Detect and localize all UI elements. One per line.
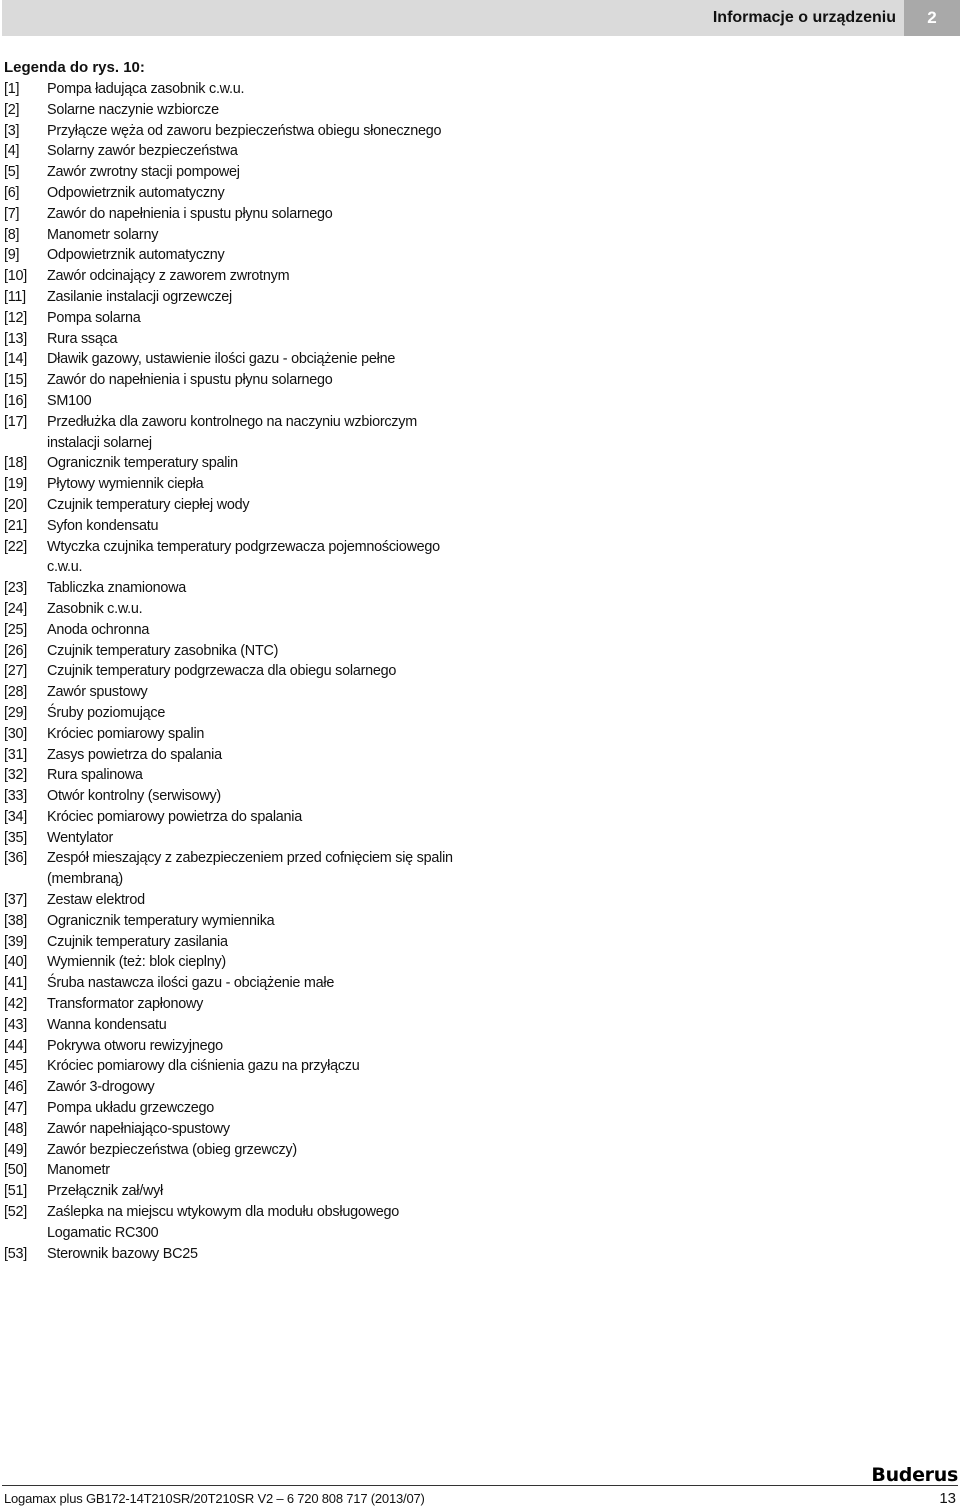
legend-item-text: Pompa układu grzewczego <box>47 1100 215 1117</box>
legend-item <box>4 1036 524 1057</box>
legend-item-number: [14] <box>4 351 28 368</box>
legend-item-number: [42] <box>4 996 28 1013</box>
legend-item-number: [2] <box>4 101 20 118</box>
legend-item <box>4 599 524 620</box>
legend-item-number: [21] <box>4 517 28 534</box>
legend-item <box>4 641 524 662</box>
legend-item-text: Czujnik temperatury zasilania <box>47 933 228 950</box>
legend-item <box>4 1077 524 1098</box>
legend-item-text: Zasobnik c.w.u. <box>47 600 143 617</box>
legend-item-number: [45] <box>4 1058 28 1075</box>
legend-item <box>4 183 524 204</box>
page-number: 13 <box>939 1490 956 1507</box>
legend-item <box>4 329 524 350</box>
legend-item-text: Rura ssąca <box>47 330 118 347</box>
legend-item <box>4 162 524 183</box>
legend-item-text: Zawór spustowy <box>47 684 148 701</box>
legend-item <box>4 745 524 766</box>
legend-item-number: [13] <box>4 330 28 347</box>
legend-item <box>4 266 524 287</box>
legend-item <box>4 204 524 225</box>
legend-item-text: Pokrywa otworu rewizyjnego <box>47 1037 223 1054</box>
legend-item-number: [40] <box>4 954 28 971</box>
legend-item-number: [31] <box>4 746 28 763</box>
legend-item-number: [27] <box>4 663 28 680</box>
legend-item-number: [1] <box>4 81 20 97</box>
legend-item <box>4 79 524 100</box>
legend-item <box>4 141 524 162</box>
legend-item-number: [52] <box>4 1204 28 1221</box>
legend-item <box>4 1202 524 1244</box>
legend-item-text: Odpowietrznik automatyczny <box>47 184 225 201</box>
legend-item <box>4 1181 524 1202</box>
chapter-number-badge: 2 <box>904 0 960 36</box>
legend-item-text: Zawór do napełnienia i spustu płynu solarnego <box>47 205 333 222</box>
legend-item <box>4 349 524 370</box>
legend-item-text: Króciec pomiarowy powietrza do spalania <box>47 808 303 825</box>
document-info: Logamax plus GB172-14T210SR/20T210SR V2 – 6 720 808 717 (2013/07) <box>4 1491 425 1506</box>
legend-item-number: [7] <box>4 205 20 222</box>
legend-item-text: Króciec pomiarowy dla ciśnienia gazu na przyłączu <box>47 1058 360 1075</box>
legend-item <box>4 620 524 641</box>
legend-item-text: Zawór 3-drogowy <box>47 1079 155 1096</box>
legend-item-number: [48] <box>4 1120 28 1137</box>
legend-item <box>4 453 524 474</box>
legend-item <box>4 100 524 121</box>
legend-item-text: Manometr solarny <box>47 226 159 243</box>
legend-item-number: [51] <box>4 1183 28 1200</box>
legend-item <box>4 724 524 745</box>
legend-item-number: [28] <box>4 684 28 701</box>
legend-item <box>4 516 524 537</box>
legend-item-number: [24] <box>4 600 28 617</box>
legend-item <box>4 370 524 391</box>
legend-item-number: [5] <box>4 164 20 181</box>
legend-item-text: Zawór odcinający z zaworem zwrotnym <box>47 268 290 285</box>
legend-item-text: Solarne naczynie wzbiorcze <box>47 101 219 118</box>
legend-item-number: [3] <box>4 122 20 139</box>
legend-item-text: Transformator zapłonowy <box>47 996 204 1013</box>
legend-item-number: [17] <box>4 413 28 430</box>
legend-item <box>4 807 524 828</box>
legend-item-text: Przyłącze węża od zaworu bezpieczeństwa obiegu słonecznego <box>47 122 442 139</box>
legend-item-number: [50] <box>4 1162 28 1179</box>
legend-item <box>4 537 524 579</box>
legend-item-number: [53] <box>4 1245 28 1262</box>
legend-item-number: [44] <box>4 1037 28 1054</box>
legend-item-number: [18] <box>4 455 28 472</box>
legend-item <box>4 1244 524 1265</box>
legend-item-number: [34] <box>4 808 28 825</box>
legend-item-number: [47] <box>4 1100 28 1117</box>
legend-item-number: [33] <box>4 788 28 805</box>
legend-item <box>4 973 524 994</box>
legend-item <box>4 495 524 516</box>
legend-item-text: Dławik gazowy, ustawienie ilości gazu - obciążenie pełne <box>47 351 396 368</box>
legend-item-text: Wtyczka czujnika temperatury podgrzewacza pojemnościowego c.w.u. <box>47 538 440 576</box>
buderus-logo: Buderus <box>871 1464 958 1486</box>
legend-item-number: [6] <box>4 184 20 201</box>
legend-item-number: [16] <box>4 392 28 409</box>
legend-item-text: Wentylator <box>47 829 114 846</box>
legend-item-number: [25] <box>4 621 28 638</box>
legend-item-number: [15] <box>4 372 28 389</box>
legend-item-text: Zawór napełniająco-spustowy <box>47 1120 230 1137</box>
legend-item <box>4 1140 524 1161</box>
legend-item-number: [35] <box>4 829 28 846</box>
legend-item-text: Pompa solarna <box>47 309 141 326</box>
legend-item-number: [32] <box>4 767 28 784</box>
legend-item-text: Ogranicznik temperatury wymiennika <box>47 912 275 929</box>
section-title: Informacje o urządzeniu <box>712 9 896 26</box>
legend-list <box>4 79 524 1264</box>
legend-title: Legenda do rys. 10: <box>4 59 145 76</box>
legend-item <box>4 412 524 454</box>
legend-item-text: Przełącznik zał/wył <box>47 1183 164 1200</box>
legend-item-number: [19] <box>4 476 28 493</box>
legend-item-number: [43] <box>4 1016 28 1033</box>
legend-item <box>4 121 524 142</box>
legend-item-text: Płytowy wymiennik ciepła <box>47 476 204 493</box>
legend-item-text: Zaślepka na miejscu wtykowym dla modułu obsługowego Logamatic RC300 <box>47 1204 399 1241</box>
legend-item-text: Solarny zawór bezpieczeństwa <box>47 143 238 160</box>
legend-item-number: [38] <box>4 912 28 929</box>
legend-item <box>4 225 524 246</box>
legend-item-number: [29] <box>4 704 28 721</box>
legend-item-number: [10] <box>4 268 28 285</box>
legend-item-text: Zasys powietrza do spalania <box>47 746 222 763</box>
legend-item-number: [46] <box>4 1079 28 1096</box>
legend-item-text: Zawór zwrotny stacji pompowej <box>47 164 240 181</box>
legend-item-text: Śruba nastawcza ilości gazu - obciążenie małe <box>47 975 335 992</box>
legend-item-text: Ogranicznik temperatury spalin <box>47 455 238 472</box>
legend-item-text: SM100 <box>47 392 92 409</box>
legend-item <box>4 911 524 932</box>
legend-item-number: [36] <box>4 850 28 867</box>
legend-item-text: Rura spalinowa <box>47 767 143 784</box>
legend-item-number: [23] <box>4 580 28 597</box>
legend-item <box>4 932 524 953</box>
legend-item <box>4 1015 524 1036</box>
legend-item-text: Czujnik temperatury ciepłej wody <box>47 496 250 513</box>
legend-item-text: Sterownik bazowy BC25 <box>47 1245 198 1262</box>
legend-item-text: Odpowietrznik automatyczny <box>47 247 225 264</box>
legend-item-text: Pompa ładująca zasobnik c.w.u. <box>47 81 245 97</box>
legend-item <box>4 1160 524 1181</box>
legend-item-number: [8] <box>4 226 20 243</box>
legend-item-number: [39] <box>4 933 28 950</box>
legend-item-text: Tabliczka znamionowa <box>47 580 186 597</box>
legend-item <box>4 287 524 308</box>
legend-item-text: Wanna kondensatu <box>47 1016 167 1033</box>
legend-item-text: Zespół mieszający z zabezpieczeniem przed cofnięciem się spalin (membraną) <box>47 850 453 888</box>
legend-item-text: Anoda ochronna <box>47 621 150 638</box>
legend-item-number: [11] <box>4 288 26 305</box>
legend-item <box>4 661 524 682</box>
legend-item-text: Wymiennik (też: blok cieplny) <box>47 954 226 971</box>
legend-item <box>4 952 524 973</box>
legend-item-text: Zawór do napełnienia i spustu płynu solarnego <box>47 372 333 389</box>
legend-item-text: Zasilanie instalacji ogrzewczej <box>47 288 233 305</box>
legend-item <box>4 890 524 911</box>
page-header-bar <box>2 0 960 36</box>
legend-item <box>4 848 524 890</box>
legend-item <box>4 474 524 495</box>
legend-item-number: [4] <box>4 143 20 160</box>
legend-item-text: Przedłużka dla zaworu kontrolnego na naczyniu wzbiorczym instalacji solarnej <box>47 413 417 451</box>
legend-item-text: Manometr <box>47 1162 110 1179</box>
legend-item-text: Króciec pomiarowy spalin <box>47 725 205 742</box>
legend-item <box>4 1098 524 1119</box>
legend-item <box>4 1056 524 1077</box>
legend-item-text: Zawór bezpieczeństwa (obieg grzewczy) <box>47 1141 297 1158</box>
legend-item-text: Syfon kondensatu <box>47 517 159 534</box>
footer-divider <box>2 1485 958 1486</box>
legend-item-number: [37] <box>4 892 28 909</box>
legend-item-number: [22] <box>4 538 28 555</box>
legend-item <box>4 1119 524 1140</box>
legend-item-number: [12] <box>4 309 28 326</box>
legend-item-text: Czujnik temperatury podgrzewacza dla obiegu solarnego <box>47 663 397 680</box>
legend-item <box>4 994 524 1015</box>
legend-item-number: [49] <box>4 1141 28 1158</box>
legend-item <box>4 765 524 786</box>
legend-item-text: Śruby poziomujące <box>47 704 166 721</box>
legend-item-text: Zestaw elektrod <box>47 892 145 909</box>
legend-item-number: [41] <box>4 975 28 992</box>
legend-item <box>4 308 524 329</box>
legend-item-text: Czujnik temperatury zasobnika (NTC) <box>47 642 279 659</box>
legend-item <box>4 245 524 266</box>
legend-item <box>4 682 524 703</box>
legend-item-text: Otwór kontrolny (serwisowy) <box>47 788 221 805</box>
legend-item-number: [9] <box>4 247 20 264</box>
legend-item-number: [26] <box>4 642 28 659</box>
legend-item <box>4 391 524 412</box>
legend-item <box>4 786 524 807</box>
legend-item <box>4 703 524 724</box>
legend-item <box>4 578 524 599</box>
legend-item-number: [30] <box>4 725 28 742</box>
legend-item-number: [20] <box>4 496 28 513</box>
legend-item <box>4 828 524 849</box>
